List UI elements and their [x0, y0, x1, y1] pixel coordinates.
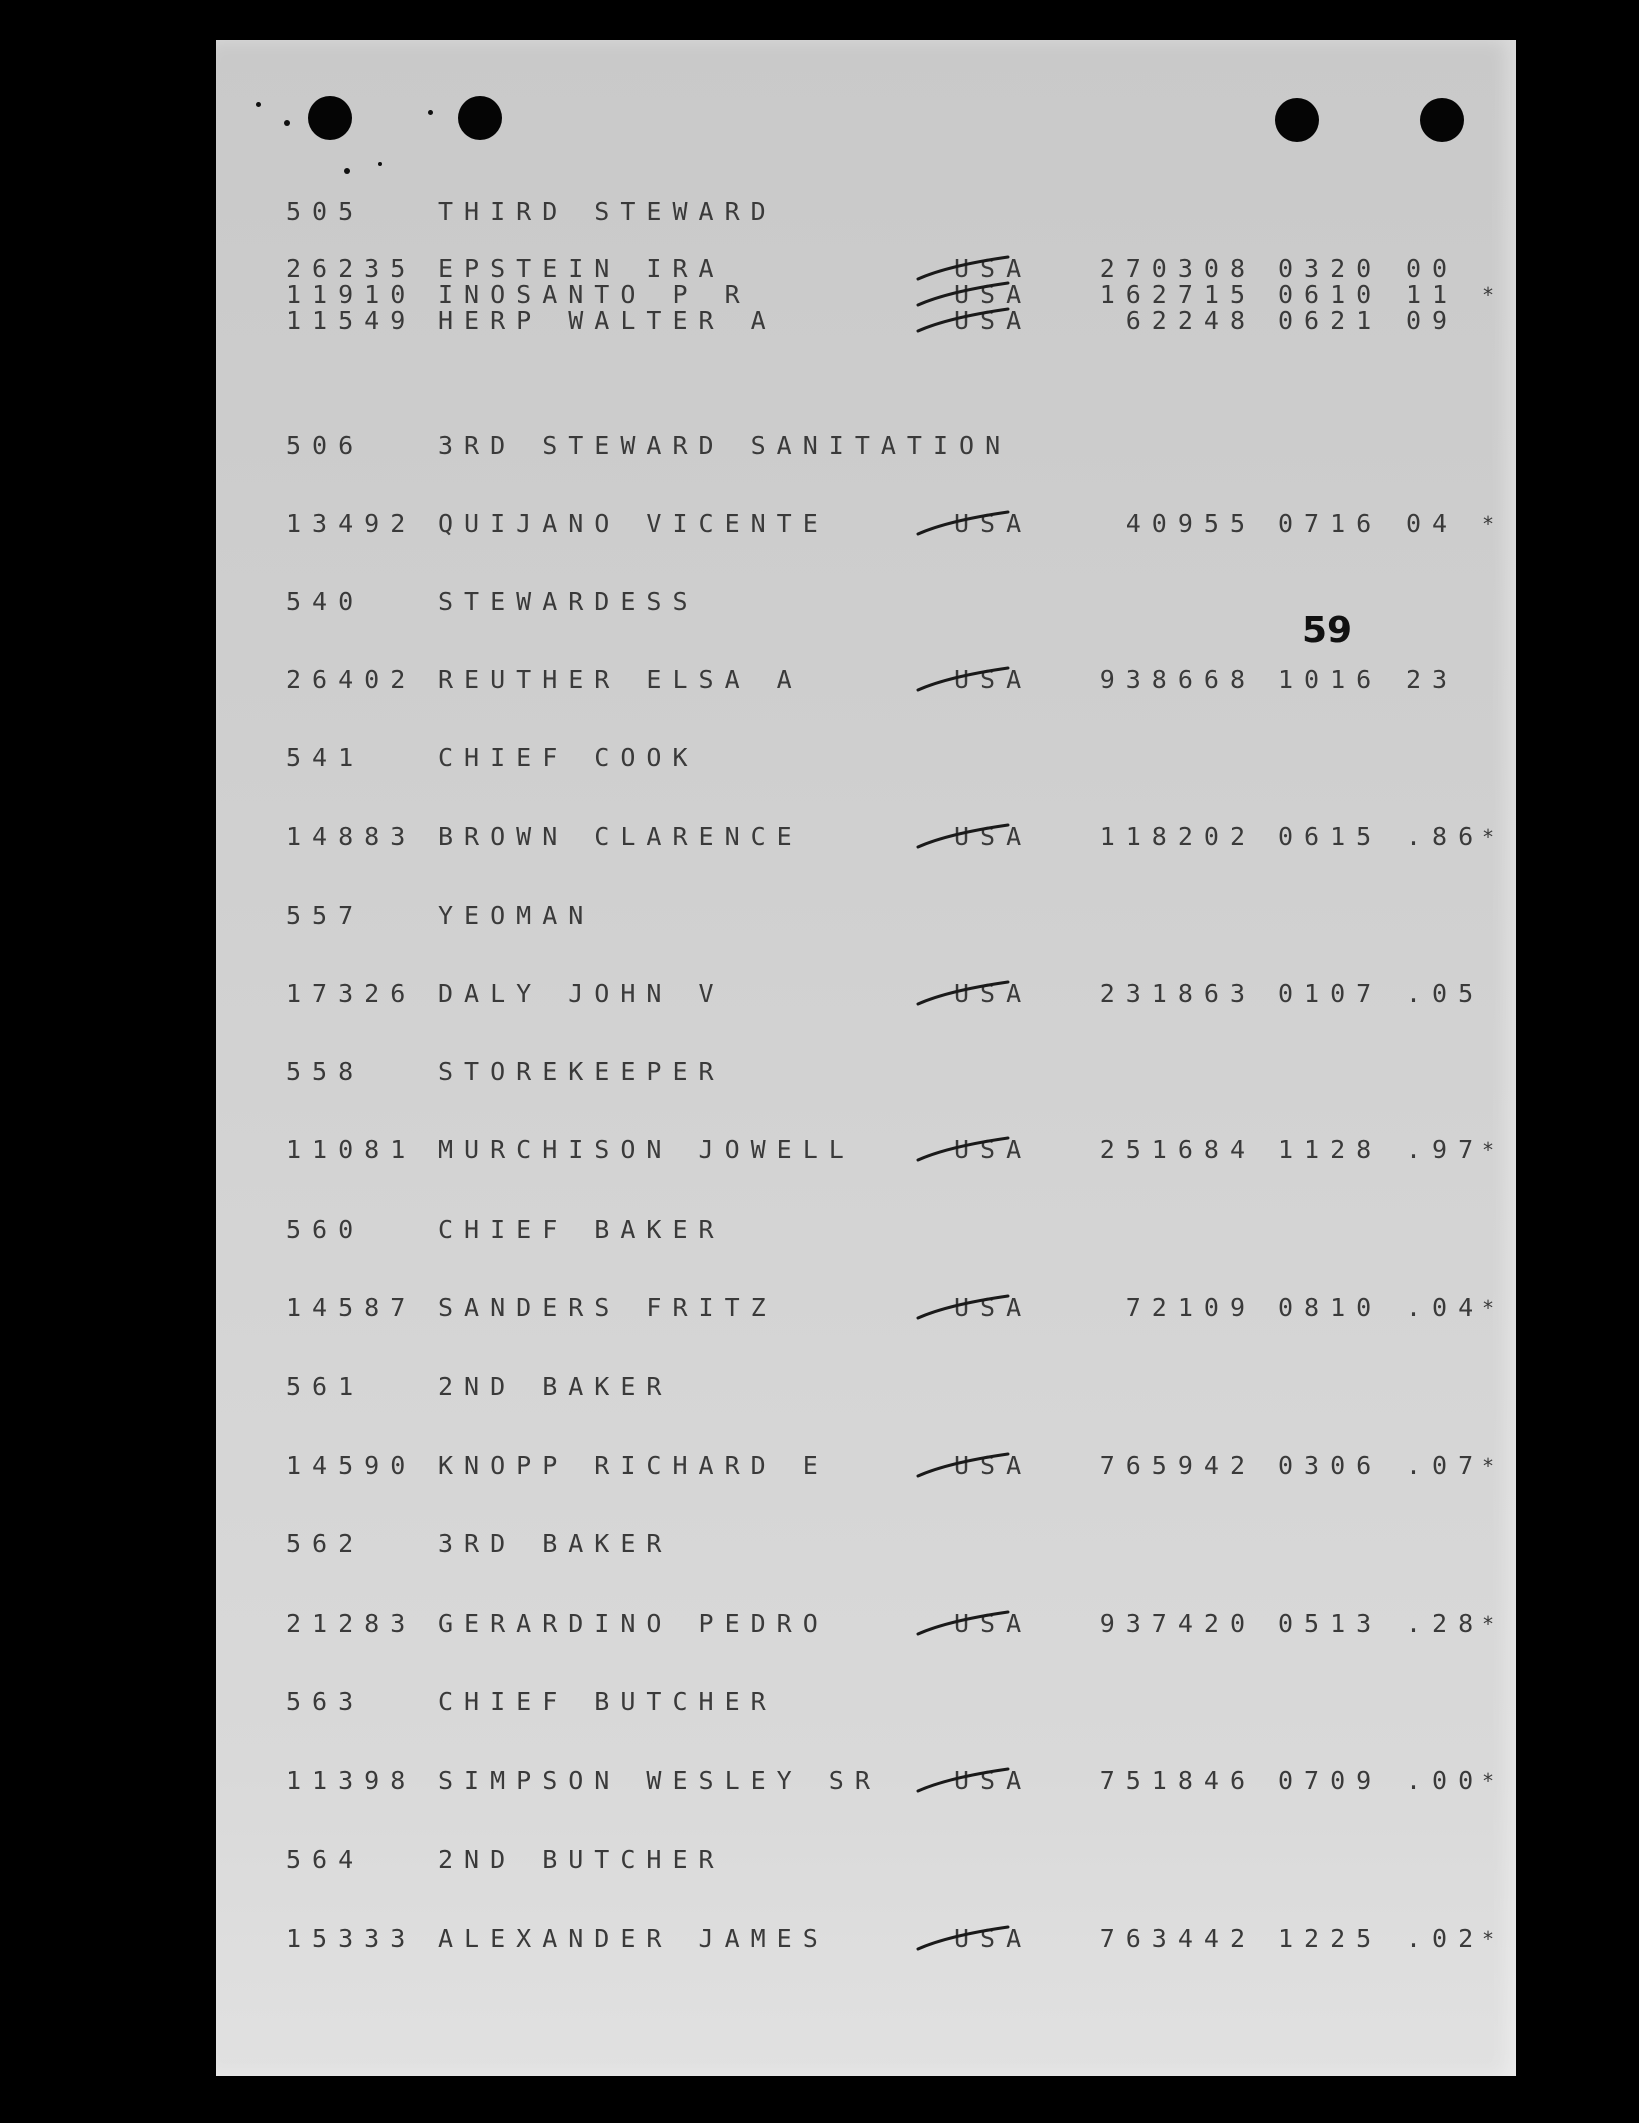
date-code: 0610	[1278, 280, 1383, 309]
asterisk-mark: *	[1482, 1454, 1495, 1478]
handwritten-page-number: 59	[1302, 610, 1353, 651]
date-code: 1016	[1278, 665, 1383, 694]
citizenship: USA	[954, 1609, 1033, 1638]
crew-name: EPSTEIN IRA	[438, 254, 725, 283]
crew-id: 26402	[286, 665, 417, 694]
rating-code: 557	[286, 901, 365, 930]
crew-name: INOSANTO P R	[438, 280, 751, 309]
asterisk-mark: *	[1482, 1612, 1495, 1636]
crew-id: 14883	[286, 822, 417, 851]
rating-code: 506	[286, 431, 365, 460]
rating-title: CHIEF BUTCHER	[438, 1687, 777, 1716]
asterisk-mark: *	[1482, 1927, 1495, 1951]
date-code: 1128	[1278, 1135, 1383, 1164]
document-number: 938668	[1099, 665, 1256, 694]
citizenship: USA	[954, 1135, 1033, 1164]
amount-code: .97	[1406, 1135, 1485, 1164]
date-code: 0615	[1278, 822, 1383, 851]
date-code: 0716	[1278, 509, 1383, 538]
rating-title: THIRD STEWARD	[438, 197, 777, 226]
crew-name: MURCHISON JOWELL	[438, 1135, 855, 1164]
crew-id: 26235	[286, 254, 417, 283]
crew-id: 14587	[286, 1293, 417, 1322]
ink-speck	[256, 102, 261, 107]
document-number: 763442	[1099, 1924, 1256, 1953]
amount-code: 04	[1406, 509, 1459, 538]
citizenship: USA	[954, 1293, 1033, 1322]
punch-hole-1	[308, 96, 352, 140]
amount-code: .00	[1406, 1766, 1485, 1795]
check-stroke	[916, 666, 1016, 692]
crew-id: 11081	[286, 1135, 417, 1164]
crew-name: REUTHER ELSA A	[438, 665, 803, 694]
asterisk-mark: *	[1482, 512, 1495, 536]
rating-title: CHIEF COOK	[438, 743, 699, 772]
amount-code: 00	[1406, 254, 1459, 283]
document-number: 62248	[1125, 306, 1256, 335]
rating-title: YEOMAN	[438, 901, 595, 930]
date-code: 1225	[1278, 1924, 1383, 1953]
date-code: 0709	[1278, 1766, 1383, 1795]
asterisk-mark: *	[1482, 1769, 1495, 1793]
crew-id: 14590	[286, 1451, 417, 1480]
citizenship: USA	[954, 1924, 1033, 1953]
citizenship: USA	[954, 509, 1033, 538]
rating-title: 2ND BUTCHER	[438, 1845, 725, 1874]
check-stroke	[916, 510, 1016, 536]
check-stroke	[916, 1767, 1016, 1793]
document-number: 162715	[1099, 280, 1256, 309]
crew-id: 11398	[286, 1766, 417, 1795]
document-number: 270308	[1099, 254, 1256, 283]
crew-name: ALEXANDER JAMES	[438, 1924, 829, 1953]
crew-id: 17326	[286, 979, 417, 1008]
crew-name: QUIJANO VICENTE	[438, 509, 829, 538]
amount-code: 11	[1406, 280, 1459, 309]
citizenship: USA	[954, 979, 1033, 1008]
crew-id: 13492	[286, 509, 417, 538]
rating-title: STEWARDESS	[438, 587, 699, 616]
date-code: 0810	[1278, 1293, 1383, 1322]
amount-code: .86	[1406, 822, 1485, 851]
document-number: 72109	[1125, 1293, 1256, 1322]
date-code: 0306	[1278, 1451, 1383, 1480]
document-page	[216, 40, 1516, 2076]
rating-code: 541	[286, 743, 365, 772]
rating-code: 540	[286, 587, 365, 616]
document-number: 251684	[1099, 1135, 1256, 1164]
citizenship: USA	[954, 280, 1033, 309]
crew-name: SANDERS FRITZ	[438, 1293, 777, 1322]
rating-code: 505	[286, 197, 365, 226]
ink-speck	[344, 168, 350, 174]
document-number: 937420	[1099, 1609, 1256, 1638]
date-code: 0107	[1278, 979, 1383, 1008]
crew-id: 21283	[286, 1609, 417, 1638]
check-stroke	[916, 1925, 1016, 1951]
ink-speck	[428, 110, 433, 115]
date-code: 0320	[1278, 254, 1383, 283]
punch-hole-4	[1420, 98, 1464, 142]
rating-title: STOREKEEPER	[438, 1057, 725, 1086]
crew-name: BROWN CLARENCE	[438, 822, 803, 851]
crew-id: 15333	[286, 1924, 417, 1953]
punch-hole-2	[458, 96, 502, 140]
crew-name: DALY JOHN V	[438, 979, 725, 1008]
ink-speck	[284, 120, 290, 126]
crew-name: KNOPP RICHARD E	[438, 1451, 829, 1480]
check-stroke	[916, 1452, 1016, 1478]
rating-code: 564	[286, 1845, 365, 1874]
crew-name: GERARDINO PEDRO	[438, 1609, 829, 1638]
check-stroke	[916, 1136, 1016, 1162]
rating-title: 3RD BAKER	[438, 1529, 673, 1558]
check-stroke	[916, 307, 1016, 333]
citizenship: USA	[954, 1451, 1033, 1480]
citizenship: USA	[954, 665, 1033, 694]
rating-title: CHIEF BAKER	[438, 1215, 725, 1244]
rating-code: 563	[286, 1687, 365, 1716]
citizenship: USA	[954, 1766, 1033, 1795]
asterisk-mark: *	[1482, 1296, 1495, 1320]
rating-title: 2ND BAKER	[438, 1372, 673, 1401]
check-stroke	[916, 1294, 1016, 1320]
crew-name: HERP WALTER A	[438, 306, 777, 335]
rating-code: 561	[286, 1372, 365, 1401]
date-code: 0513	[1278, 1609, 1383, 1638]
date-code: 0621	[1278, 306, 1383, 335]
crew-name: SIMPSON WESLEY SR	[438, 1766, 881, 1795]
rating-code: 560	[286, 1215, 365, 1244]
check-stroke	[916, 980, 1016, 1006]
crew-id: 11549	[286, 306, 417, 335]
citizenship: USA	[954, 306, 1033, 335]
crew-id: 11910	[286, 280, 417, 309]
rating-code: 558	[286, 1057, 365, 1086]
rating-title: 3RD STEWARD SANITATION	[438, 431, 1012, 460]
citizenship: USA	[954, 822, 1033, 851]
punch-hole-3	[1275, 98, 1319, 142]
amount-code: .28	[1406, 1609, 1485, 1638]
amount-code: 23	[1406, 665, 1459, 694]
amount-code: .07	[1406, 1451, 1485, 1480]
citizenship: USA	[954, 254, 1033, 283]
document-number: 231863	[1099, 979, 1256, 1008]
amount-code: .02	[1406, 1924, 1485, 1953]
asterisk-mark: *	[1482, 283, 1495, 307]
check-stroke	[916, 1610, 1016, 1636]
asterisk-mark: *	[1482, 825, 1495, 849]
amount-code: 09	[1406, 306, 1459, 335]
amount-code: .04	[1406, 1293, 1485, 1322]
document-number: 40955	[1125, 509, 1256, 538]
document-number: 751846	[1099, 1766, 1256, 1795]
asterisk-mark: *	[1482, 1138, 1495, 1162]
check-stroke	[916, 823, 1016, 849]
ink-speck	[378, 162, 382, 166]
rating-code: 562	[286, 1529, 365, 1558]
document-number: 118202	[1099, 822, 1256, 851]
document-number: 765942	[1099, 1451, 1256, 1480]
amount-code: .05	[1406, 979, 1485, 1008]
